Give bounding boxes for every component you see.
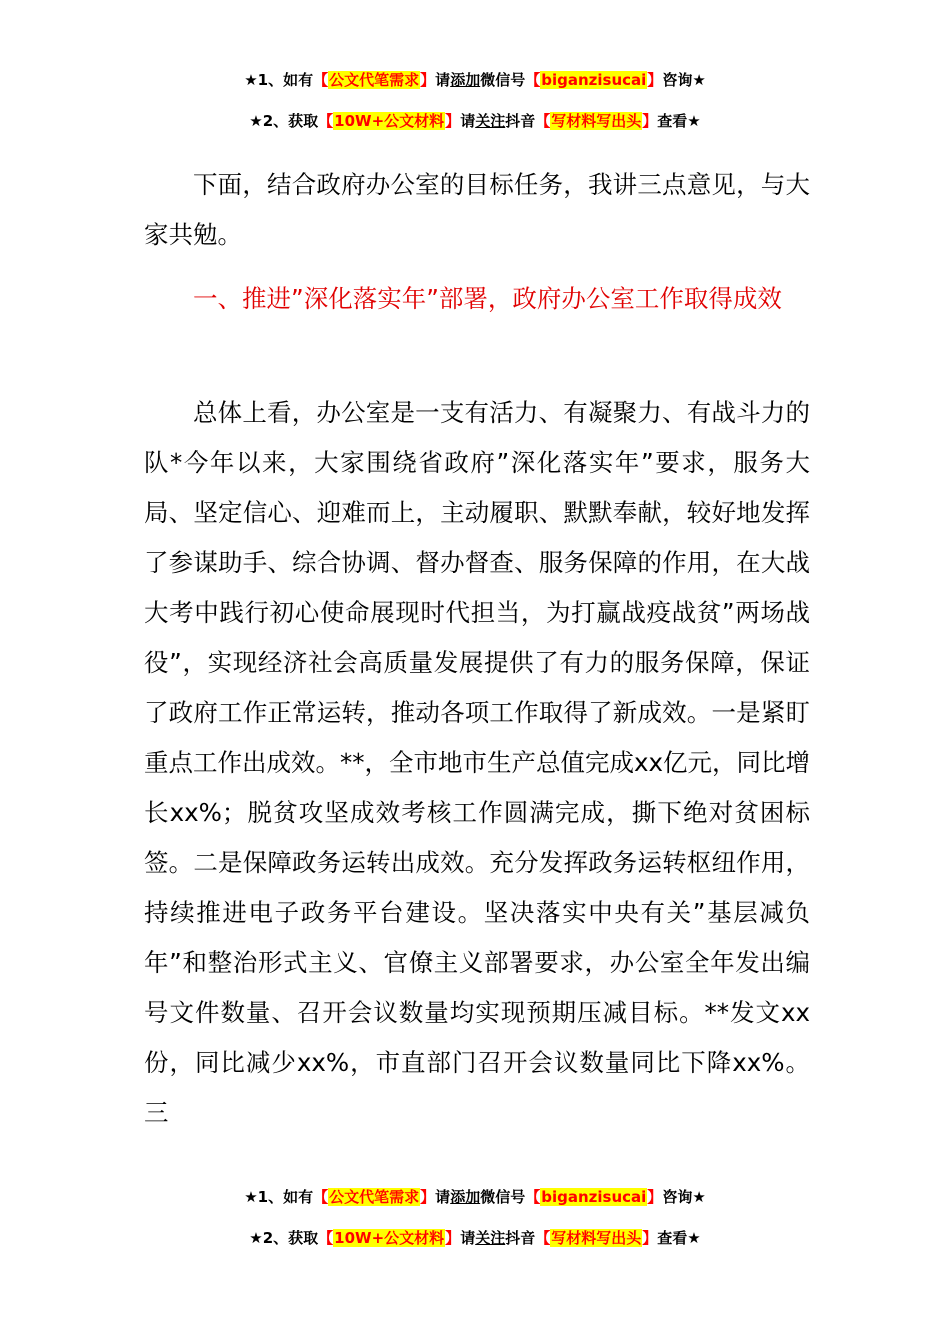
- bracket-open: 【: [313, 71, 329, 89]
- section-heading-text: 一、推进”深化落实年”部署，政府办公室工作取得成效: [193, 284, 782, 313]
- bracket-close: 】: [647, 1188, 663, 1206]
- promo-banner-bottom-line-2: [0, 1228, 950, 1248]
- banner-text: 请: [435, 71, 451, 89]
- underlined-action: 关注: [475, 112, 506, 130]
- bracket-close: 】: [420, 1188, 436, 1206]
- banner-text: 请: [460, 112, 476, 130]
- highlight-douyin-account: 写材料写出头: [551, 112, 642, 130]
- bracket-close: 】: [445, 1229, 461, 1247]
- banner-text: 抖音: [505, 112, 536, 130]
- section-heading: [144, 274, 810, 324]
- bracket-close: 】: [642, 1229, 658, 1247]
- banner-suffix: 咨询★: [662, 1188, 706, 1206]
- bracket-close: 】: [445, 112, 461, 130]
- bracket-close: 】: [647, 71, 663, 89]
- underlined-action: 关注: [475, 1229, 506, 1247]
- bracket-open: 【: [535, 1229, 551, 1247]
- banner-prefix: ★2、获取: [249, 1229, 319, 1247]
- bracket-open: 【: [525, 1188, 541, 1206]
- highlight-wechat-id: biganzisucai: [541, 1188, 647, 1206]
- banner-suffix: 查看★: [657, 112, 701, 130]
- underlined-action: 添加: [450, 71, 481, 89]
- highlight-materials: 10W+公文材料: [334, 112, 445, 130]
- banner-text: 请: [435, 1188, 451, 1206]
- bracket-open: 【: [318, 112, 334, 130]
- highlight-douyin-account: 写材料写出头: [551, 1229, 642, 1247]
- banner-text: 抖音: [505, 1229, 536, 1247]
- bracket-open: 【: [318, 1229, 334, 1247]
- bracket-open: 【: [525, 71, 541, 89]
- bracket-close: 】: [642, 112, 658, 130]
- bracket-open: 【: [313, 1188, 329, 1206]
- bracket-close: 】: [420, 71, 436, 89]
- highlight-wechat-id: biganzisucai: [541, 71, 647, 89]
- banner-text: 请: [460, 1229, 476, 1247]
- banner-prefix: ★2、获取: [249, 112, 319, 130]
- banner-prefix: ★1、如有: [244, 71, 314, 89]
- promo-banner-bottom-line-1: [0, 1187, 950, 1207]
- banner-text: 微信号: [480, 1188, 526, 1206]
- intro-text: 下面，结合政府办公室的目标任务，我讲三点意见，与大家共勉。: [144, 170, 810, 249]
- underlined-action: 添加: [450, 1188, 481, 1206]
- banner-suffix: 咨询★: [662, 71, 706, 89]
- banner-suffix: 查看★: [657, 1229, 701, 1247]
- highlight-materials: 10W+公文材料: [334, 1229, 445, 1247]
- highlight-ghostwriting: 公文代笔需求: [329, 1188, 420, 1206]
- highlight-ghostwriting: 公文代笔需求: [329, 71, 420, 89]
- bracket-open: 【: [535, 112, 551, 130]
- body-paragraph-text: 总体上看，办公室是一支有活力、有凝聚力、有战斗力的队*今年以来，大家围绕省政府”深化落实年”要求，服务大局、坚定信心、迎难而上，主动履职、默默奉献，较好地发挥了参谋助手、综合协调、督办督查、服务保障的作用，在大战大考中践行初心使命展现时代担当，为打赢战疫战贫”两场战役”，实现经济社会高质量发展提供了有力的服务保障，保证了政府工作正常运转，推动各项工作取得了新成效。一是紧盯重点工作出成效。**，全市地市生产总值完成xx亿元，同比增长xx%；脱贫攻坚成效考核工作圆满完成，撕下绝对贫困标签。二是保障政务运转出成效。充分发挥政务运转枢纽作用，持续推进电子政务平台建设。坚决落实中央有关”基层减负年”和整治形式主义、官僚主义部署要求，办公室全年发出编号文件数量、召开会议数量均实现预期压减目标。**发文xx份，同比减少xx%，市直部门召开会议数量同比下降xx%。三: [144, 398, 810, 1127]
- body-paragraph: [144, 388, 810, 1138]
- promo-banner-top-line-1: [0, 70, 950, 90]
- promo-banner-top-line-2: [0, 111, 950, 131]
- banner-prefix: ★1、如有: [244, 1188, 314, 1206]
- intro-paragraph: [144, 160, 810, 260]
- banner-text: 微信号: [480, 71, 526, 89]
